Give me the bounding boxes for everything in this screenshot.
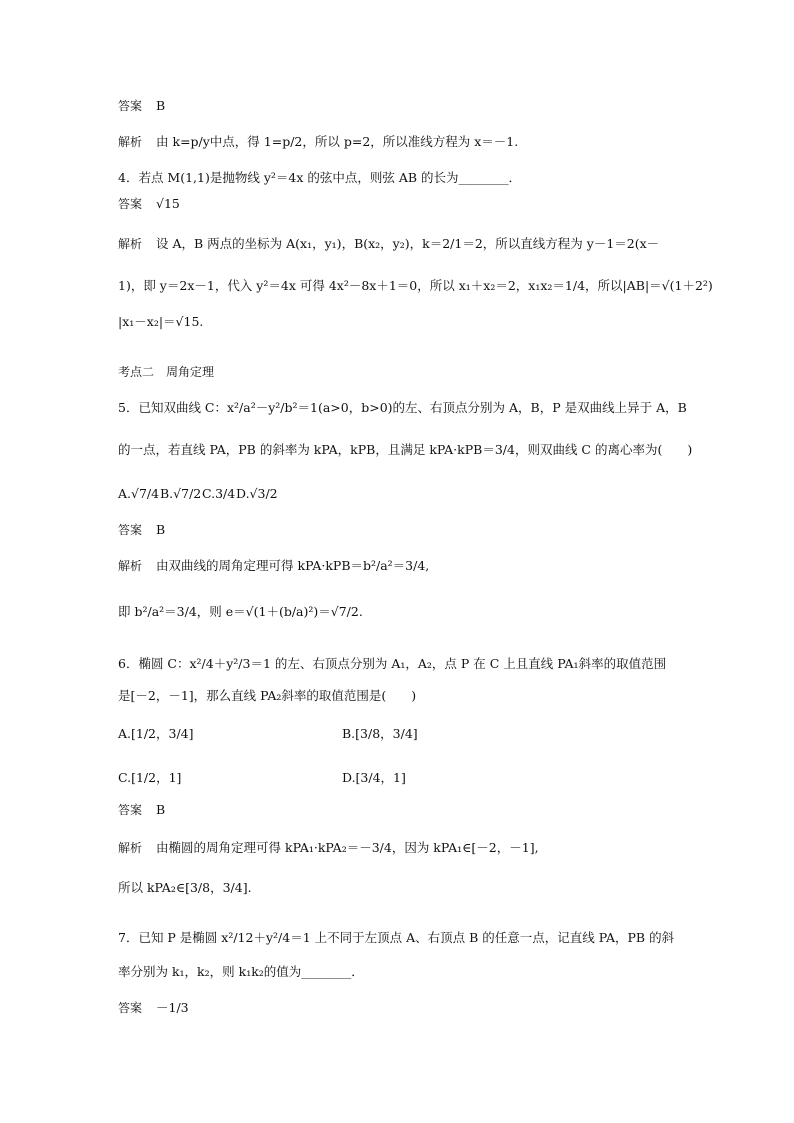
q5-analysis-text-1: 由双曲线的周角定理可得 kPA·kPB＝b²/a²＝3/4,	[156, 558, 430, 573]
q3-answer-line	[118, 96, 165, 116]
analysis-label: 解析	[118, 841, 143, 855]
q5-question-line-2: 的一点，若直线 PA，PB 的斜率为 kPA，kPB，且满足 kPA·kPB＝3/4，则双曲线 C 的离心率为( )	[118, 442, 693, 457]
analysis-label: 解析	[118, 135, 143, 149]
q4-answer-line	[118, 194, 180, 214]
analysis-label: 解析	[118, 559, 143, 573]
q4-answer-value: √15	[156, 196, 180, 211]
q6-option-d: D.[3/4，1]	[342, 770, 406, 785]
q3-answer-value: B	[156, 98, 166, 113]
q6-analysis-line-2: 所以 kPA₂∈[3/8，3/4].	[118, 880, 252, 895]
q6-option-a: A.[1/2，3/4]	[118, 726, 194, 741]
q6-answer-line	[118, 800, 165, 820]
analysis-label: 解析	[118, 237, 143, 251]
answer-label: 答案	[118, 1001, 143, 1015]
q4-analysis-line-1	[118, 234, 659, 254]
q5-analysis-line-1	[118, 556, 429, 576]
q5-option-a: A.√7/4	[118, 486, 160, 501]
q6-analysis-text-1: 由椭圆的周角定理可得 kPA₁·kPA₂＝－3/4，因为 kPA₁∈[－2，－1],	[156, 840, 539, 855]
answer-label: 答案	[118, 99, 143, 113]
q4-analysis-line-3: |x₁－x₂|＝√15.	[118, 314, 204, 329]
answer-label: 答案	[118, 197, 143, 211]
q5-answer-line	[118, 520, 165, 540]
q4-question: 4．若点 M(1,1)是抛物线 y²＝4x 的弦中点，则弦 AB 的长为________．	[118, 170, 522, 185]
q5-option-b: B.√7/2	[160, 486, 202, 501]
answer-label: 答案	[118, 803, 143, 817]
q3-analysis-text: 由 k=p/y中点，得 1=p/2，所以 p=2，所以准线方程为 x＝－1.	[156, 134, 519, 149]
q5-option-c: C.3/4	[202, 486, 236, 501]
q7-question-line-1: 7．已知 P 是椭圆 x²/12＋y²/4＝1 上不同于左顶点 A、右顶点 B 的任意一点，记直线 PA，PB 的斜	[118, 930, 675, 945]
q5-answer-value: B	[156, 522, 166, 537]
section-heading: 考点二 周角定理	[118, 365, 215, 379]
q6-answer-value: B	[156, 802, 166, 817]
q6-question-line-2: 是[－2，－1]，那么直线 PA₂斜率的取值范围是( )	[118, 688, 417, 703]
q4-analysis-line-2: 1)，即 y＝2x－1，代入 y²＝4x 可得 4x²－8x＋1＝0，所以 x₁＋x₂＝2，x₁x₂＝1/4，所以|AB|＝√(1＋2²)	[118, 278, 713, 293]
q5-question-line-1: 5．已知双曲线 C：x²/a²－y²/b²＝1(a>0，b>0)的左、右顶点分别为 A，B，P 是双曲线上异于 A，B	[118, 400, 687, 415]
q6-analysis-line-1	[118, 838, 539, 858]
q5-analysis-line-2: 即 b²/a²＝3/4，则 e＝√(1＋(b/a)²)＝√7/2.	[118, 604, 363, 619]
q6-option-b: B.[3/8，3/4]	[342, 726, 418, 741]
q7-question-line-2: 率分别为 k₁，k₂，则 k₁k₂的值为________．	[118, 964, 364, 979]
q4-analysis-text-1: 设 A，B 两点的坐标为 A(x₁，y₁)，B(x₂，y₂)，k＝2/1＝2，所以直线方程为 y－1＝2(x－	[156, 236, 660, 251]
q7-answer-value: －1/3	[156, 1000, 189, 1015]
q7-answer-line	[118, 998, 189, 1018]
q3-analysis-line	[118, 132, 518, 152]
q6-question-line-1: 6．椭圆 C：x²/4＋y²/3＝1 的左、右顶点分别为 A₁，A₂，点 P 在 C 上且直线 PA₁斜率的取值范围	[118, 656, 667, 671]
q6-option-c: C.[1/2，1]	[118, 770, 182, 785]
q5-option-d: D.√3/2	[236, 486, 278, 501]
answer-label: 答案	[118, 523, 143, 537]
